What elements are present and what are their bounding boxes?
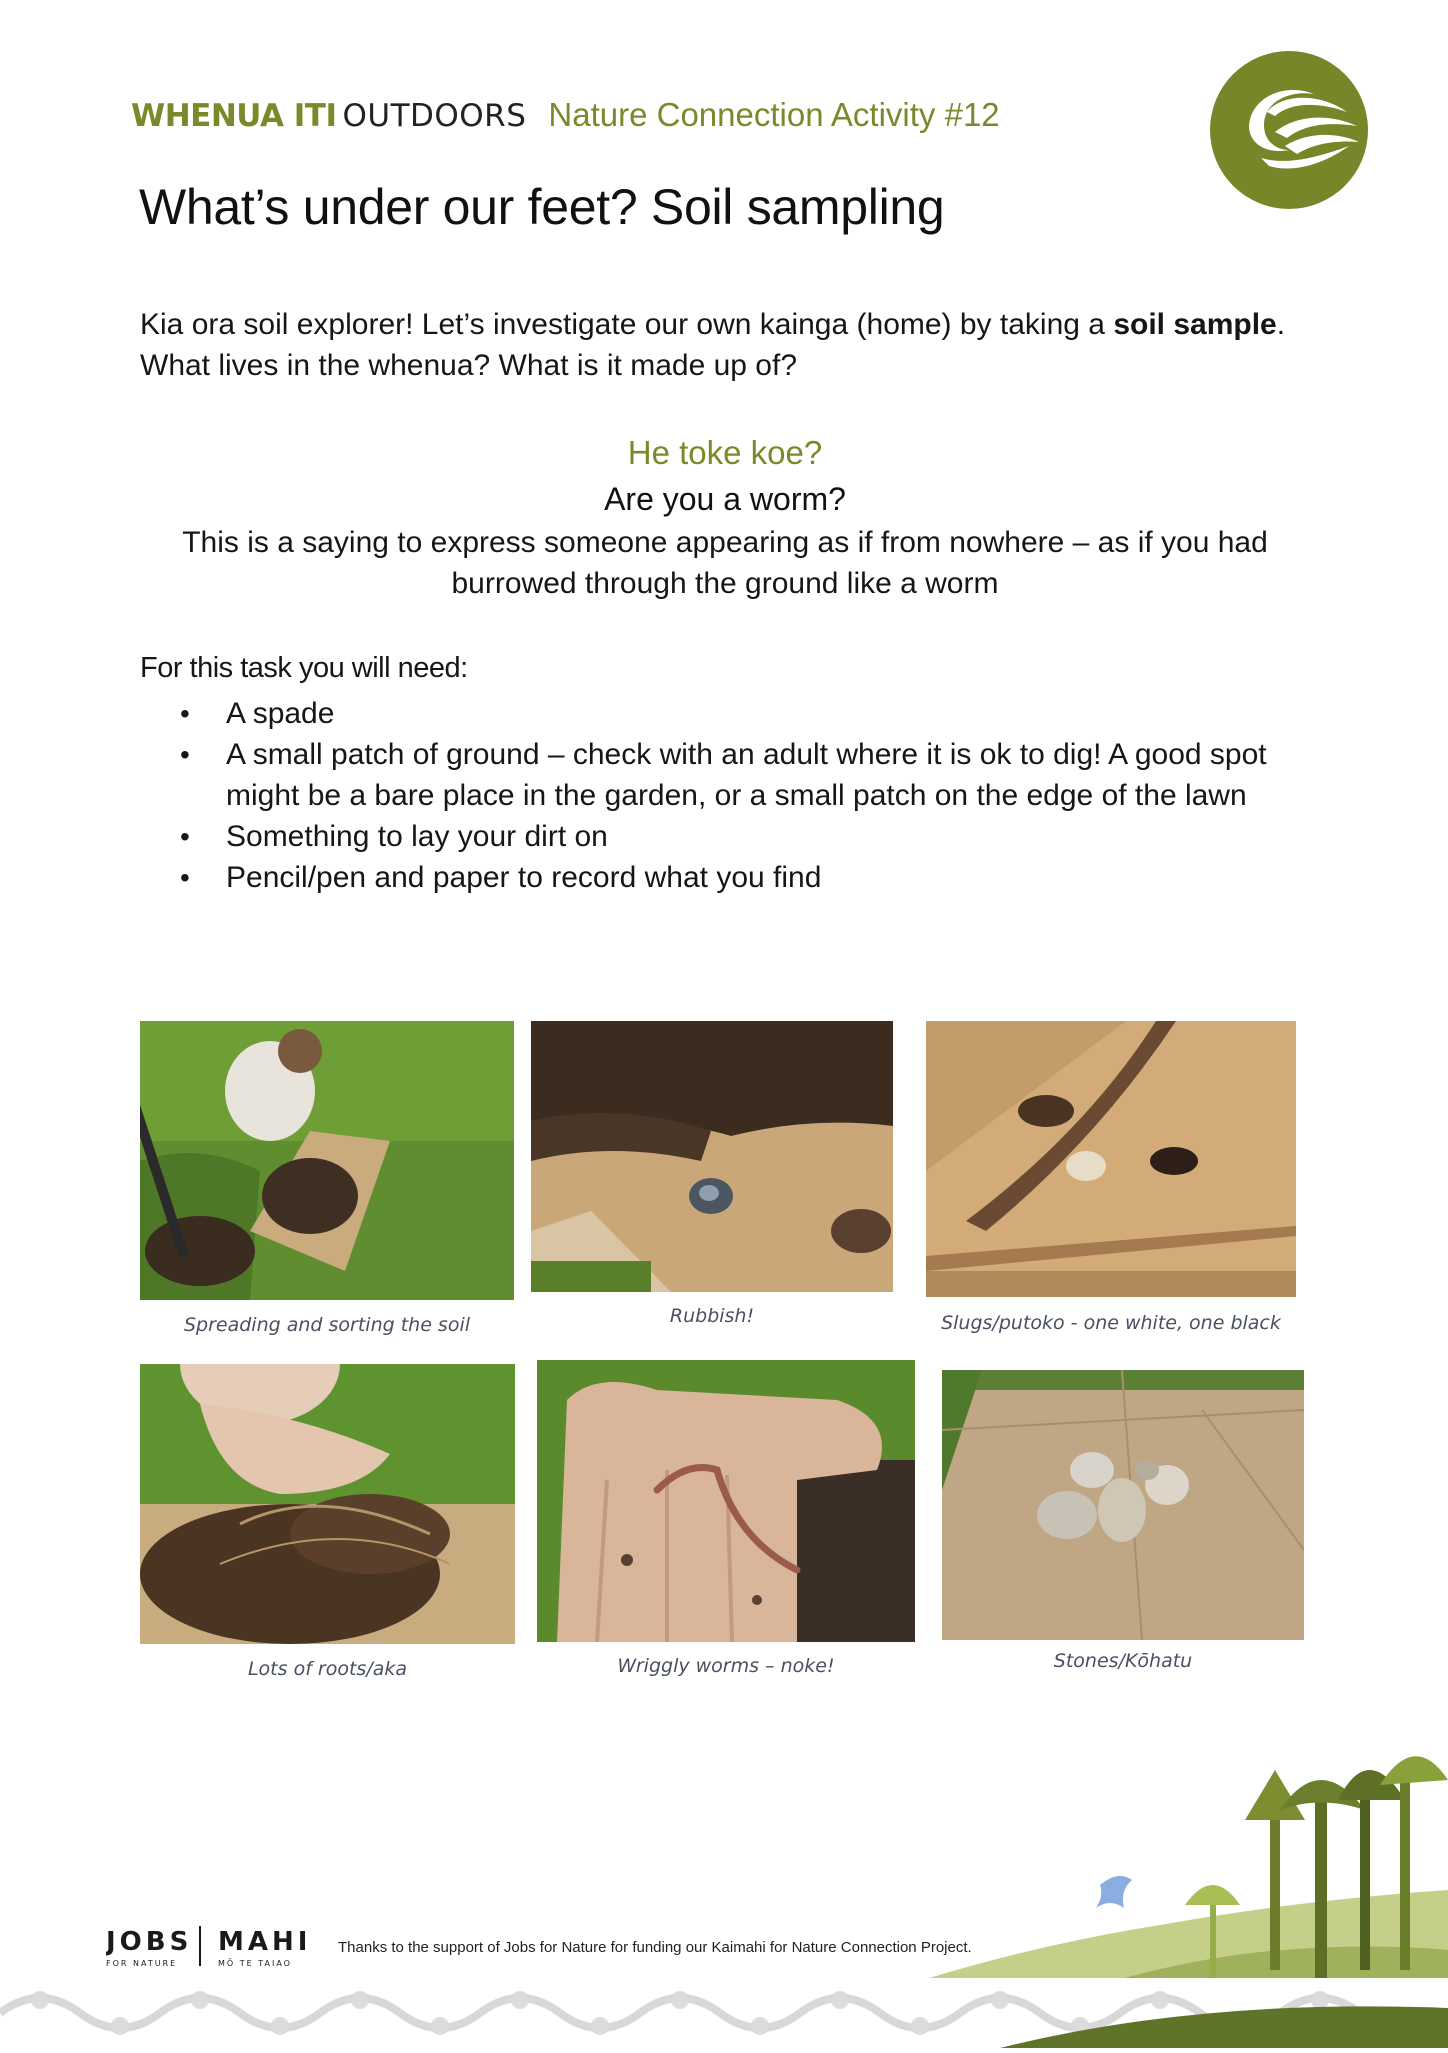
photo-roots (140, 1364, 515, 1644)
saying-maori: He toke koe? (627, 434, 823, 471)
jobs-subtitle: FOR NATURE (106, 1959, 178, 1968)
intro-paragraph (140, 304, 1340, 386)
photo-rubbish (531, 1021, 893, 1292)
saying-english: Are you a worm? (604, 481, 846, 517)
page-title: What’s under our feet? Soil sampling (139, 179, 945, 235)
photo-caption: Spreading and sorting the soil (183, 1314, 471, 1336)
photo-caption: Slugs/putoko - one white, one black (941, 1312, 1281, 1334)
intro-text-after: . (1276, 308, 1286, 341)
needs-heading: For this task you will need: (140, 652, 468, 684)
jobs-wordmark: JOBS (106, 1927, 193, 1957)
footer-thanks: Thanks to the support of Jobs for Nature for funding our Kaimahi for Nature Connection Project. (338, 1939, 972, 1956)
photo-spreading-soil (140, 1021, 514, 1300)
photo-caption: Wriggly worms – noke! (617, 1655, 835, 1677)
mahi-wordmark: MAHI (218, 1927, 306, 1957)
saying-description: This is a saying to express someone appearing as if from nowhere – as if you had burrowed through the ground like a worm (182, 526, 1268, 600)
intro-text-before: Kia ora soil explorer! Let’s investigate our own kainga (home) by taking a (140, 308, 1114, 341)
kowhaiwhai-pattern-band (0, 1978, 1448, 2048)
whenua-iti-logo-icon (1209, 50, 1369, 210)
photo-caption: Lots of roots/aka (247, 1658, 408, 1680)
list-item: • A small patch of ground – check with an adult where it is ok to dig! A good spot might be a bare place in the garden, or a small patch on the edge of the lawn (180, 734, 1330, 816)
jobs-for-nature-logo (106, 1918, 306, 1978)
photo-caption: Stones/Kōhatu (1053, 1650, 1193, 1672)
list-item: • A spade (180, 693, 1330, 734)
intro-line-2: What lives in the whenua? What is it made up of? (140, 349, 798, 382)
photo-caption: Rubbish! (669, 1305, 755, 1327)
photo-slugs (926, 1021, 1296, 1297)
mahi-subtitle: MŌ TE TAIAO (218, 1959, 292, 1968)
brand-header (131, 96, 1000, 144)
brand-secondary: OUTDOORS (342, 98, 527, 134)
photo-stones (942, 1370, 1304, 1640)
list-item: • Pencil/pen and paper to record what you find (180, 857, 1330, 898)
list-item: • Something to lay your dirt on (180, 816, 1330, 857)
needs-list (180, 693, 1330, 898)
brand-primary: WHENUA ITI (131, 98, 337, 134)
saying-block (140, 430, 1310, 604)
activity-label: Nature Connection Activity #12 (548, 96, 1000, 133)
intro-bold-term: soil sample (1113, 308, 1277, 341)
photo-worms (537, 1360, 915, 1642)
